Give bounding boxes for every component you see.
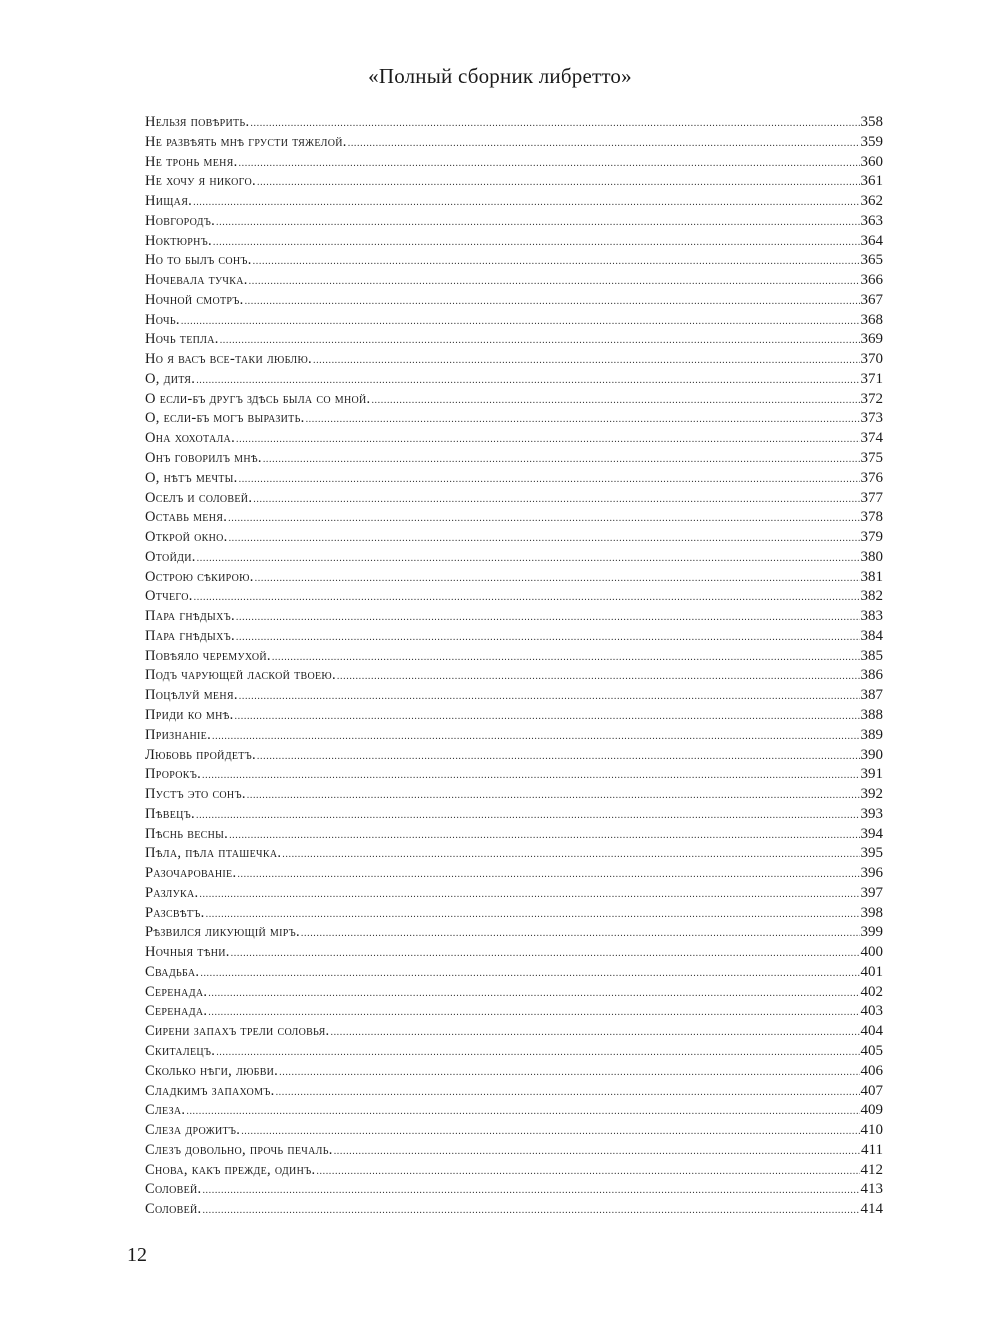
toc-entry-title: Соловей.: [145, 1181, 202, 1198]
dot-leader: [206, 910, 860, 920]
toc-entry-page: 405: [860, 1042, 883, 1059]
toc-entry: [145, 370, 883, 390]
toc-entry-title: Пѣла, пѣла пташечка.: [145, 845, 282, 862]
toc-entry-title: Свадьба.: [145, 963, 200, 980]
toc-entry-page: 409: [860, 1102, 883, 1119]
toc-entry-title: Сирени запахъ трели соловья.: [145, 1023, 330, 1040]
toc-entry-page: 397: [860, 884, 883, 901]
dot-leader: [212, 732, 860, 742]
toc-entry: [145, 844, 883, 864]
toc-entry-title: Она хохотала.: [145, 430, 235, 447]
dot-leader: [348, 139, 860, 149]
toc-entry-title: Снова, какъ прежде, одинъ.: [145, 1161, 316, 1178]
dot-leader: [202, 1186, 859, 1196]
toc-entry: [145, 963, 883, 983]
toc-entry: [145, 706, 883, 726]
toc-entry-title: Поцѣлуй меня.: [145, 687, 238, 704]
toc-entry: [145, 429, 883, 449]
toc-entry: [145, 884, 883, 904]
toc-entry-title: Пара гнѣдыхъ.: [145, 608, 235, 625]
dot-leader: [241, 1127, 859, 1137]
dot-leader: [279, 1068, 859, 1078]
toc-entry-page: 394: [860, 825, 883, 842]
toc-entry-page: 364: [860, 232, 883, 249]
dot-leader: [236, 633, 860, 643]
toc-entry-page: 368: [860, 311, 883, 328]
dot-leader: [213, 238, 860, 248]
toc-entry-page: 398: [860, 904, 883, 921]
toc-entry-page: 360: [860, 153, 883, 170]
dot-leader: [229, 534, 860, 544]
toc-entry-title: Приди ко мнѣ.: [145, 706, 234, 723]
dot-leader: [257, 178, 860, 188]
toc-entry-page: 400: [860, 944, 883, 961]
toc-entry-page: 389: [860, 726, 883, 743]
dot-leader: [235, 712, 860, 722]
dot-leader: [202, 1206, 859, 1216]
toc-entry: [145, 548, 883, 568]
dot-leader: [306, 415, 860, 425]
toc-entry-title: Ночевала тучка.: [145, 272, 248, 289]
dot-leader: [220, 336, 860, 346]
toc-entry-page: 403: [860, 1003, 883, 1020]
toc-entry-title: Но то былъ сонъ.: [145, 252, 252, 269]
dot-leader: [255, 574, 860, 584]
dot-leader: [186, 1107, 859, 1117]
toc-entry-page: 390: [860, 746, 883, 763]
toc-entry: [145, 1200, 883, 1220]
toc-entry-title: Отойди.: [145, 548, 196, 565]
toc-entry: [145, 469, 883, 489]
dot-leader: [208, 989, 859, 999]
toc-entry-page: 404: [860, 1023, 883, 1040]
dot-leader: [276, 1088, 860, 1098]
toc-entry-title: Открой окно.: [145, 529, 228, 546]
dot-leader: [263, 455, 860, 465]
toc-entry-title: Серенада.: [145, 1003, 208, 1020]
toc-entry-page: 385: [860, 647, 883, 664]
toc-entry-page: 372: [860, 390, 883, 407]
dot-leader: [337, 672, 860, 682]
toc-entry: [145, 172, 883, 192]
toc-entry-page: 411: [861, 1141, 883, 1158]
toc-entry-page: 393: [860, 805, 883, 822]
toc-entry-page: 412: [860, 1161, 883, 1178]
dot-leader: [196, 376, 859, 386]
dot-leader: [250, 119, 859, 129]
dot-leader: [253, 495, 859, 505]
dot-leader: [334, 1147, 860, 1157]
toc-entry-title: Серенада.: [145, 983, 208, 1000]
dot-leader: [231, 949, 860, 959]
toc-entry-title: Нищая.: [145, 193, 193, 210]
toc-entry-page: 363: [860, 212, 883, 229]
toc-entry: [145, 1121, 883, 1141]
toc-entry: [145, 627, 883, 647]
toc-entry-title: Сладкимъ запахомъ.: [145, 1082, 275, 1099]
toc-entry-title: О, нѣтъ мечты.: [145, 469, 238, 486]
dot-leader: [330, 1028, 859, 1038]
dot-leader: [199, 890, 859, 900]
toc-entry: [145, 528, 883, 548]
toc-entry: [145, 983, 883, 1003]
toc-entry-page: 375: [860, 450, 883, 467]
toc-entry: [145, 805, 883, 825]
toc-entry-title: Слезъ довольно, прочь печаль.: [145, 1141, 333, 1158]
toc-entry-page: 377: [860, 489, 883, 506]
toc-entry: [145, 133, 883, 153]
toc-entry-title: Сколько нѣги, любви.: [145, 1062, 279, 1079]
page-number: 12: [127, 1244, 147, 1266]
toc-entry: [145, 765, 883, 785]
toc-entry: [145, 647, 883, 667]
dot-leader: [247, 791, 860, 801]
toc-entry-title: Но я васъ все-таки люблю.: [145, 351, 312, 368]
toc-entry: [145, 153, 883, 173]
toc-entry-title: Ноктюрнъ.: [145, 232, 212, 249]
dot-leader: [236, 435, 860, 445]
toc-entry: [145, 192, 883, 212]
toc-entry: [145, 390, 883, 410]
toc-entry: [145, 271, 883, 291]
toc-entry: [145, 607, 883, 627]
dot-leader: [239, 692, 860, 702]
toc-entry-title: Пара гнѣдыхъ.: [145, 627, 235, 644]
toc-entry-title: Подъ чарующей лаской твоею.: [145, 667, 336, 684]
toc-entry: [145, 449, 883, 469]
toc-entry-page: 413: [860, 1181, 883, 1198]
toc-entry-title: Пѣвецъ.: [145, 805, 195, 822]
toc-entry-title: Не хочу я никого.: [145, 173, 256, 190]
toc-entry-page: 374: [860, 430, 883, 447]
toc-entry-title: Разлука.: [145, 884, 199, 901]
dot-leader: [229, 831, 859, 841]
toc-entry: [145, 1062, 883, 1082]
toc-entry-page: 376: [860, 469, 883, 486]
toc-entry-page: 358: [860, 114, 883, 130]
toc-entry: [145, 587, 883, 607]
running-header: «Полный сборник либретто»: [368, 64, 632, 88]
toc-entry-title: Ночныя тѣни.: [145, 944, 230, 961]
toc-entry: [145, 232, 883, 252]
dot-leader: [313, 356, 860, 366]
toc-entry: [145, 251, 883, 271]
dot-leader: [257, 752, 860, 762]
toc-entry: [145, 489, 883, 509]
toc-entry-page: 395: [860, 845, 883, 862]
toc-entry-title: Соловей.: [145, 1201, 202, 1218]
toc-entry: [145, 1022, 883, 1042]
toc-entry-page: 406: [860, 1062, 883, 1079]
toc-entry-page: 407: [860, 1082, 883, 1099]
toc-entry-page: 367: [860, 291, 883, 308]
toc-entry-page: 359: [860, 133, 883, 150]
dot-leader: [196, 811, 860, 821]
dot-leader: [249, 277, 860, 287]
toc-entry: [145, 1180, 883, 1200]
toc-entry-title: Оставь меня.: [145, 509, 228, 526]
dot-leader: [316, 1167, 859, 1177]
toc-entry-title: О, дитя.: [145, 370, 196, 387]
toc-entry: [145, 212, 883, 232]
toc-entry-page: 402: [860, 983, 883, 1000]
toc-entry-title: Не тронь меня.: [145, 153, 238, 170]
toc-entry-page: 386: [860, 667, 883, 684]
toc-entry-title: Пустъ это сонъ.: [145, 786, 246, 803]
toc-entry-page: 383: [860, 608, 883, 625]
dot-leader: [200, 969, 859, 979]
dot-leader: [193, 198, 859, 208]
toc-entry: [145, 508, 883, 528]
toc-entry-title: Разочарованіе.: [145, 865, 237, 882]
dot-leader: [237, 870, 859, 880]
toc-entry-page: 378: [860, 509, 883, 526]
toc-entry: [145, 568, 883, 588]
toc-entry-page: 365: [860, 252, 883, 269]
dot-leader: [208, 1008, 859, 1018]
toc-entry-title: Острою сѣкирою.: [145, 568, 254, 585]
dot-leader: [181, 317, 860, 327]
toc-entry-title: Пѣснь весны.: [145, 825, 229, 842]
dot-leader: [301, 929, 860, 939]
toc-entry-page: 396: [860, 865, 883, 882]
toc-entry: [145, 923, 883, 943]
toc-entry-title: Пророкъ.: [145, 766, 202, 783]
toc-entry: [145, 785, 883, 805]
toc-entry: [145, 904, 883, 924]
toc-entry-title: Ночь тепла.: [145, 331, 219, 348]
dot-leader: [282, 850, 859, 860]
dot-leader: [216, 1048, 859, 1058]
toc-entry-page: 392: [860, 786, 883, 803]
dot-leader: [371, 396, 859, 406]
toc-entry-page: 401: [860, 963, 883, 980]
toc-entry-page: 362: [860, 193, 883, 210]
toc-entry-title: Онъ говорилъ мнѣ.: [145, 450, 262, 467]
toc-entry-title: Нельзя повѣрить.: [145, 114, 250, 130]
toc-entry-title: Любовь пройдетъ.: [145, 746, 256, 763]
toc-entry: [145, 943, 883, 963]
toc-entry-page: 369: [860, 331, 883, 348]
dot-leader: [253, 257, 860, 267]
toc-entry: [145, 113, 883, 133]
toc-entry-title: Новгородъ.: [145, 212, 216, 229]
dot-leader: [197, 554, 860, 564]
toc-entry-page: 370: [860, 351, 883, 368]
toc-entry-title: О, если-бъ могъ выразить.: [145, 410, 305, 427]
dot-leader: [216, 218, 859, 228]
toc-entry: [145, 746, 883, 766]
toc-entry-title: О если-бъ другъ здѣсь была со мной.: [145, 390, 371, 407]
toc-entry-page: 399: [860, 924, 883, 941]
toc-entry-page: 391: [860, 766, 883, 783]
toc-entry: [145, 1141, 883, 1161]
toc-entry: [145, 350, 883, 370]
toc-entry-page: 366: [860, 272, 883, 289]
toc-entry: [145, 409, 883, 429]
toc-entry-title: Признаніе.: [145, 726, 211, 743]
toc-entry-title: Ночной смотръ.: [145, 291, 244, 308]
toc-entry: [145, 330, 883, 350]
toc-entry-page: 361: [860, 173, 883, 190]
toc-entry-page: 382: [860, 588, 883, 605]
toc-entry: [145, 311, 883, 331]
toc-entry-page: 379: [860, 529, 883, 546]
toc-entry: [145, 1042, 883, 1062]
toc-entry-title: Разсвѣтъ.: [145, 904, 205, 921]
toc-entry: [145, 825, 883, 845]
toc-entry: [145, 686, 883, 706]
toc-entry: [145, 1101, 883, 1121]
toc-entry-title: Слеза.: [145, 1102, 186, 1119]
dot-leader: [194, 593, 860, 603]
toc-entry: [145, 1082, 883, 1102]
dot-leader: [239, 159, 860, 169]
toc-entry-page: 414: [860, 1201, 883, 1218]
toc-entry-title: Повѣяло черемухой.: [145, 647, 271, 664]
dot-leader: [236, 613, 860, 623]
dot-leader: [202, 771, 859, 781]
toc-entry: [145, 864, 883, 884]
toc-entry: [145, 291, 883, 311]
toc-entry: [145, 1161, 883, 1181]
dot-leader: [272, 653, 860, 663]
toc-entry-title: Скиталецъ.: [145, 1042, 216, 1059]
dot-leader: [228, 514, 859, 524]
dot-leader: [239, 475, 860, 485]
toc-entry-title: Отчего.: [145, 588, 193, 605]
toc-entry-title: Не развѣять мнѣ грусти тяжелой.: [145, 133, 347, 150]
toc-entry-title: Слеза дрожитъ.: [145, 1122, 241, 1139]
toc-entry-page: 381: [860, 568, 883, 585]
toc-entry-title: Рѣзвился ликующій міръ.: [145, 924, 300, 941]
toc-entry-page: 380: [860, 548, 883, 565]
toc-entry-title: Оселъ и соловей.: [145, 489, 253, 506]
toc-entry: [145, 726, 883, 746]
toc-entry-title: Ночь.: [145, 311, 180, 328]
table-of-contents: [145, 113, 883, 1220]
toc-entry-page: 373: [860, 410, 883, 427]
toc-entry-page: 388: [860, 706, 883, 723]
toc-entry-page: 384: [860, 627, 883, 644]
toc-entry-page: 387: [860, 687, 883, 704]
dot-leader: [245, 297, 860, 307]
toc-entry-page: 371: [860, 370, 883, 387]
toc-entry: [145, 666, 883, 686]
toc-entry-page: 410: [860, 1122, 883, 1139]
toc-entry: [145, 1002, 883, 1022]
